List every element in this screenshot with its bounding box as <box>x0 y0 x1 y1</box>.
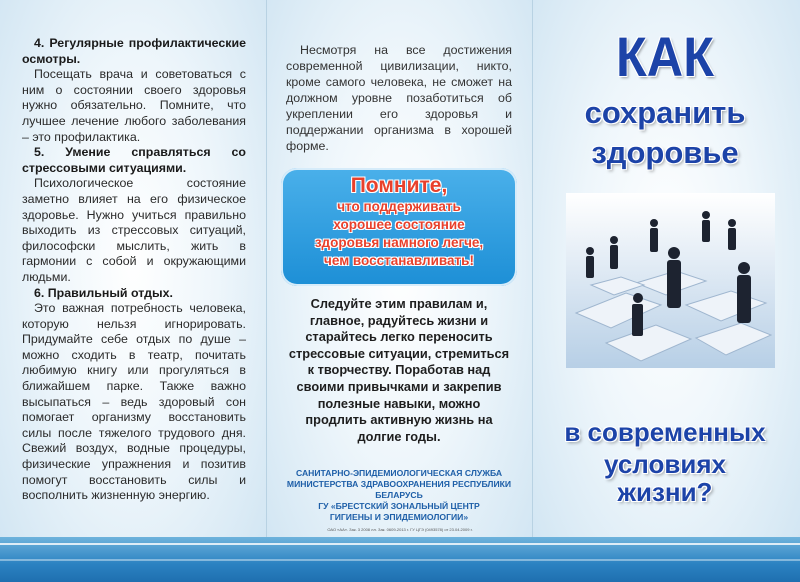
title-modern: в современных <box>564 417 766 447</box>
section4-heading: 4. Регулярные профилактические осмотры. <box>22 36 246 66</box>
title-kak: КАК <box>616 25 714 88</box>
bottom-decorative-bar <box>0 537 800 582</box>
org-line: МИНИСТЕРСТВА ЗДРАВООХРАНЕНИЯ РЕСПУБЛИКИ БЕЛАРУСЬ <box>286 479 512 500</box>
bar-stripe <box>0 543 800 545</box>
section4-text: Посещать врача и советоваться с ним о состоянии своего здоровья нужно обязательно. Помните, что лучшее лечение любого заболевания – это профилактика. <box>22 67 246 144</box>
publisher <box>286 501 512 523</box>
remember-line: что поддерживать <box>337 199 461 214</box>
organization <box>276 468 522 501</box>
remember-title: Помните, <box>350 174 448 197</box>
bar-stripe <box>0 559 800 561</box>
remember-box <box>281 168 517 286</box>
section5-heading: 5. Умение справляться со стрессовыми ситуациями. <box>22 145 246 175</box>
remember-line: хорошее состояние <box>333 217 465 232</box>
org-line: САНИТАРНО-ЭПИДЕМИОЛОГИЧЕСКАЯ СЛУЖБА <box>295 468 503 478</box>
title-life: жизни? <box>617 477 713 507</box>
remember-line: здоровья намного легче, <box>314 235 484 250</box>
title-conditions: условиях <box>604 449 726 479</box>
business-people-puzzle-image <box>566 193 775 368</box>
follow-text: Следуйте этим правилам и, главное, радуйтесь жизни и старайтесь легко переносить стрессовые ситуации, стремиться к творчеству. Поработав над своими привычками и закрепив полезные навыки, можно продлить активную жизнь на долгие годы. <box>288 296 510 444</box>
tips-column <box>22 36 246 504</box>
publisher-line: ГИГИЕНЫ И ЭПИДЕМИОЛОГИИ» <box>329 512 469 522</box>
title-health: здоровье <box>591 135 739 170</box>
section6-text: Это важная потребность человека, которую нельзя игнорировать. Придумайте себе отдых по душе – можно сходить в театр, почитать любимую книгу или прогуляться в ближайшем парке. Также важно высыпаться – ведь здоровый сон помогает организму восстановить силы после тяжелого трудового дня. Свежий воздух, водные процедуры, физические упражнения и позитив помогут восстановить силы и восполнить жизненную энергию. <box>22 301 246 503</box>
intro-text: Несмотря на все достижения современной цивилизации, никто, кроме самого человека, не сможет на должном уровне позаботиться об укреплении его здоровья и поддержании организма в хорошей форме. <box>286 43 512 153</box>
fine-print: ОАО «АА». Зак. 3 2008 лл. Зак. 0609-2013 г. ГУ ЦГЭ (0493578) от 23.04.2009 г. <box>327 527 473 532</box>
publisher-line: ГУ «БРЕСТСКИЙ ЗОНАЛЬНЫЙ ЦЕНТР <box>318 501 480 511</box>
section6-heading: 6. Правильный отдых. <box>34 285 173 300</box>
section5-text: Психологическое состояние заметно влияет на его физическое здоровье. Нужно учиться правильно выходить из стрессовых ситуаций, философски мыслить, жить в гармонии с собой и окружающими людьми. <box>22 176 246 284</box>
remember-line: чем восстанавливать! <box>324 253 474 268</box>
title-save: сохранить <box>584 95 746 130</box>
